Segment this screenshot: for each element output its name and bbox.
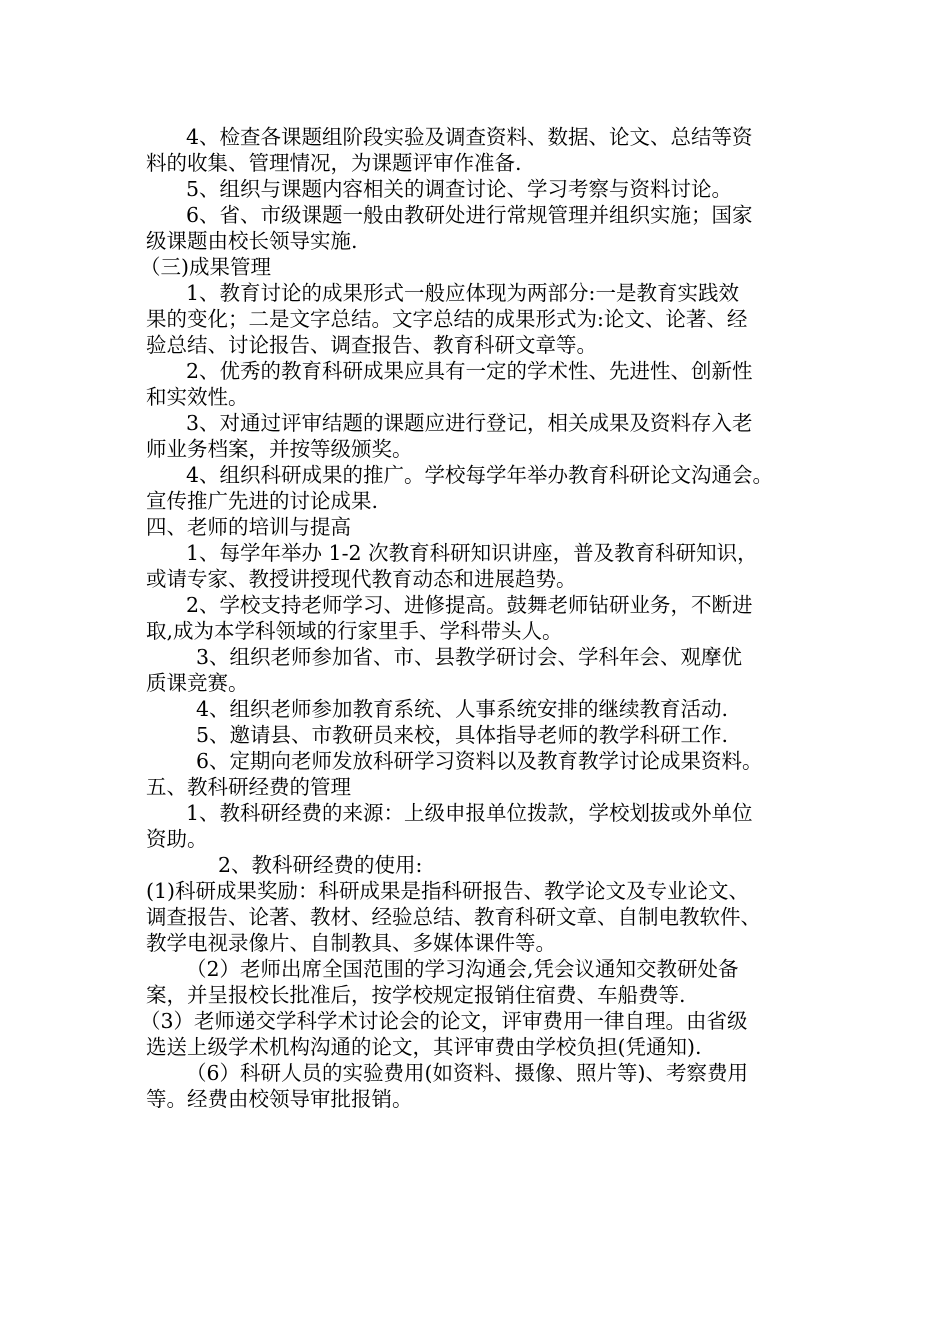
- section-heading: （三)成果管理: [140, 255, 271, 279]
- text-line: 4、组织老师参加教育系统、人事系统安排的继续教育活动.: [196, 697, 729, 721]
- text-line: 5、邀请县、市教研员来校，具体指导老师的教学科研工作.: [196, 723, 729, 747]
- text-line: （6）科研人员的实验费用(如资料、摄像、照片等)、考察费用: [186, 1061, 749, 1085]
- text-line: 师业务档案，并按等级颁奖。: [146, 437, 413, 461]
- text-line: 取,成为本学科领域的行家里手、学科带头人。: [146, 619, 563, 643]
- text-line: 4、检查各课题组阶段实验及调查资料、数据、论文、总结等资: [186, 125, 753, 149]
- text-line: （3）老师递交学科学术讨论会的论文，评审费用一律自理。由省级: [140, 1009, 748, 1033]
- text-line: 调查报告、论著、教材、经验总结、教育科研文章、自制电教软件、: [146, 905, 761, 929]
- text-line: 果的变化；二是文字总结。文字总结的成果形式为:论文、论著、经: [146, 307, 748, 331]
- text-line: 1、每学年举办 1-2 次教育科研知识讲座，普及教育科研知识，: [186, 541, 758, 565]
- text-line: 验总结、讨论报告、调查报告、教育科研文章等。: [146, 333, 597, 357]
- text-line: 教学电视录像片、自制教具、多媒体课件等。: [146, 931, 556, 955]
- text-line: 2、优秀的教育科研成果应具有一定的学术性、先进性、创新性: [186, 359, 753, 383]
- text-line: 3、组织老师参加省、市、县教学研讨会、学科年会、观摩优: [196, 645, 743, 669]
- text-line: 或请专家、教授讲授现代教育动态和进展趋势。: [146, 567, 577, 591]
- text-line: 案，并呈报校长批准后，按学校规定报销住宿费、车船费等.: [146, 983, 686, 1007]
- text-line: 资助。: [146, 827, 208, 851]
- text-line: 质课竞赛。: [146, 671, 249, 695]
- section-heading: 五、教科研经费的管理: [146, 775, 351, 799]
- text-line: 级课题由校长领导实施.: [146, 229, 358, 253]
- text-line: 等。经费由校领导审批报销。: [146, 1087, 413, 1111]
- text-line: (1)科研成果奖励：科研成果是指科研报告、教学论文及专业论文、: [146, 879, 750, 903]
- text-line: 1、教科研经费的来源：上级申报单位拨款，学校划拔或外单位: [186, 801, 753, 825]
- section-heading: 四、老师的培训与提高: [146, 515, 351, 539]
- text-line: 1、教育讨论的成果形式一般应体现为两部分:一是教育实践效: [186, 281, 739, 305]
- text-line: 3、对通过评审结题的课题应进行登记，相关成果及资料存入老: [186, 411, 753, 435]
- text-line: （2）老师出席全国范围的学习沟通会,凭会议通知交教研处备: [186, 957, 739, 981]
- text-line: 2、学校支持老师学习、进修提高。鼓舞老师钻研业务，不断进: [186, 593, 753, 617]
- text-line: 5、组织与课题内容相关的调查讨论、学习考察与资料讨论。: [186, 177, 733, 201]
- text-line: 选送上级学术机构沟通的论文，其评审费由学校负担(凭通知).: [146, 1035, 702, 1059]
- text-line: 6、定期向老师发放科研学习资料以及教育教学讨论成果资料。: [196, 749, 763, 773]
- text-line: 和实效性。: [146, 385, 249, 409]
- text-line: 6、省、市级课题一般由教研处进行常规管理并组织实施；国家: [186, 203, 753, 227]
- text-line: 4、组织科研成果的推广。学校每学年举办教育科研论文沟通会。: [186, 463, 774, 487]
- text-line: 料的收集、管理情况，为课题评审作准备.: [146, 151, 522, 175]
- text-line: 宣传推广先进的讨论成果.: [146, 489, 379, 513]
- text-line: 2、教科研经费的使用:: [218, 853, 423, 877]
